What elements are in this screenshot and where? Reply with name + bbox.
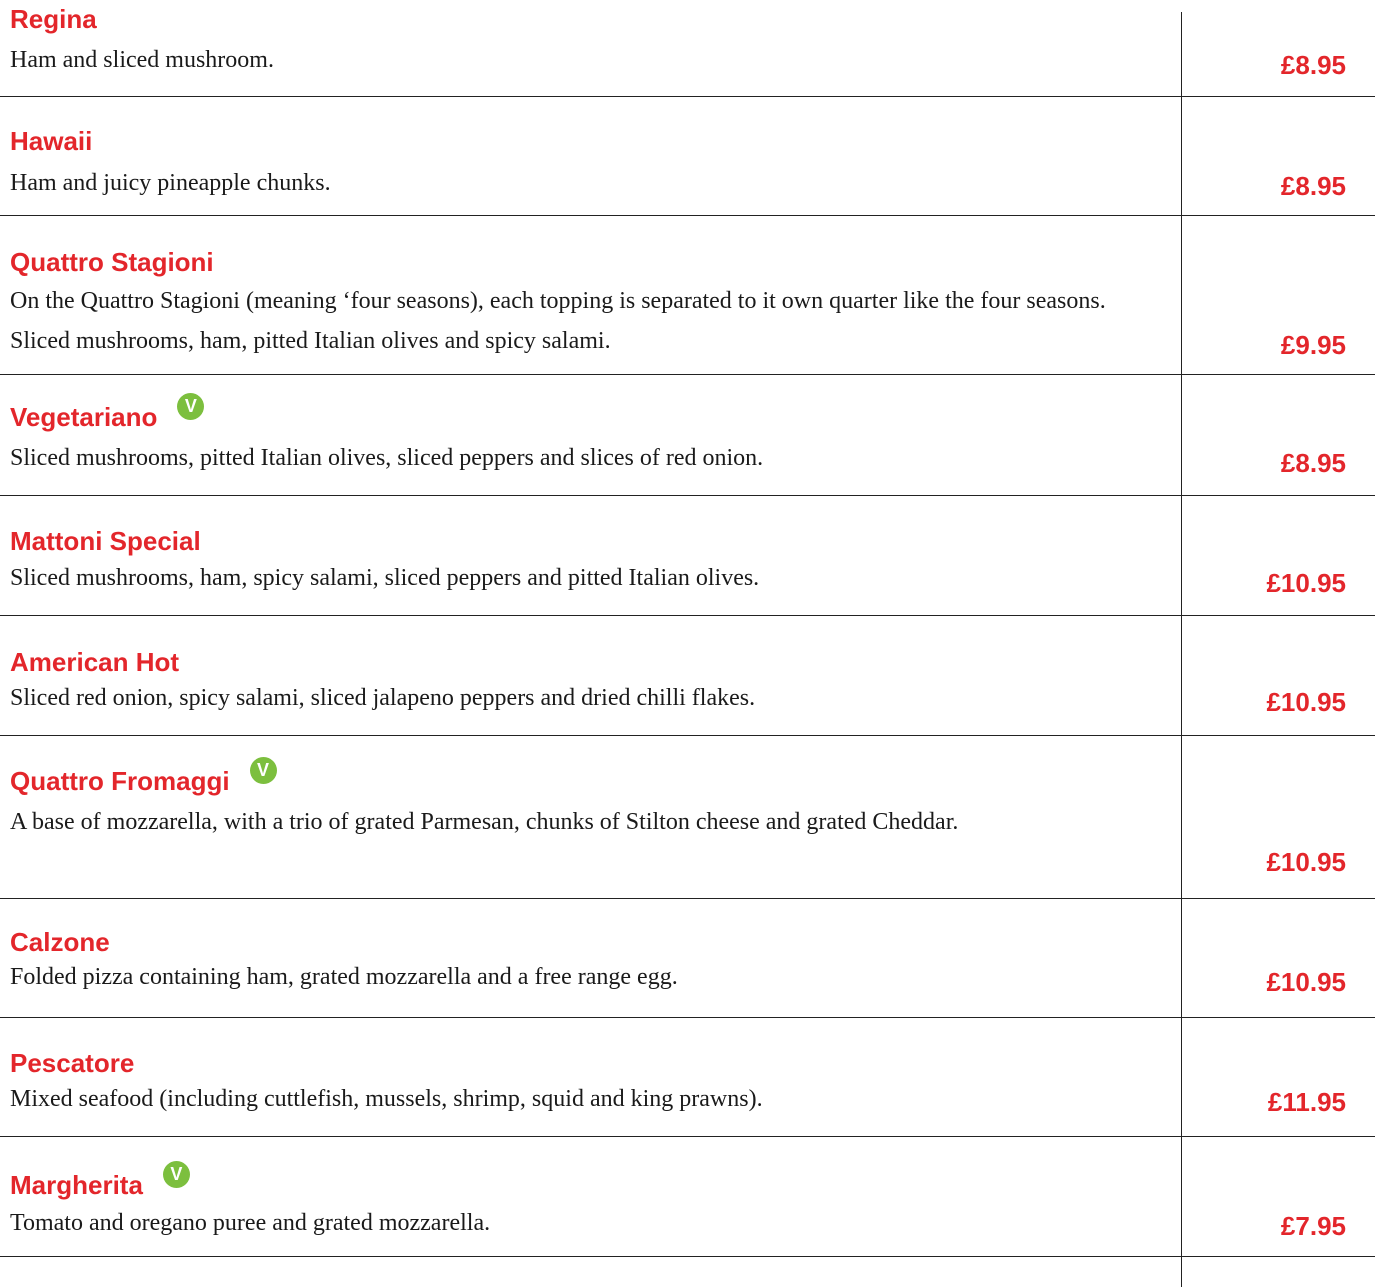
menu-item-name: Hawaii [10,126,93,156]
menu-item-description: On the Quattro Stagioni (meaning ‘four seasons), each topping is separated to it own quarter like the four seasons. Sliced mushrooms, ham, pitted Italian olives and spicy salami. [10,288,1106,354]
menu-item-name: Vegetariano [10,402,158,432]
menu-item-name: Regina [10,4,97,34]
vegetarian-icon: V [163,1161,190,1188]
menu-item-header [10,917,110,957]
menu-item-header [10,116,92,156]
menu-item-header [10,392,204,432]
menu-item [0,495,1375,616]
menu-item [0,1136,1375,1257]
menu-item-description: Sliced mushrooms, pitted Italian olives, sliced peppers and slices of red onion. [10,445,764,471]
menu-item-description: Ham and juicy pineapple chunks. [10,170,331,196]
menu-item-price: £10.95 [1266,967,1346,997]
menu-item [0,0,1375,97]
menu-item-name: American Hot [10,647,180,677]
menu-item [0,96,1375,216]
menu-item-price: £7.95 [1280,1211,1346,1241]
menu-item-price: £8.95 [1280,50,1346,80]
menu-item-description: Tomato and oregano puree and grated mozzarella. [10,1210,491,1236]
menu-item-header [10,1160,190,1200]
menu-item [0,615,1375,736]
menu-item-price: £10.95 [1266,687,1346,717]
menu-item-name: Mattoni Special [10,526,201,556]
menu-item-name: Quattro Fromaggi [10,766,230,796]
vegetarian-icon: V [250,757,277,784]
menu-item-description: Sliced red onion, spicy salami, sliced jalapeno peppers and dried chilli flakes. [10,685,756,711]
menu-item-price: £9.95 [1280,330,1346,360]
menu-item-header [10,1038,134,1078]
menu-item [0,898,1375,1018]
menu-item-price: £10.95 [1266,847,1346,877]
menu-item-name: Quattro Stagioni [10,247,214,277]
menu-item-header [10,637,179,677]
menu-item-price: £8.95 [1280,171,1346,201]
menu-item-header [10,756,277,796]
menu-item-description: Sliced mushrooms, ham, spicy salami, sliced peppers and pitted Italian olives. [10,565,760,591]
menu-item-price: £11.95 [1267,1087,1346,1117]
menu-item [0,374,1375,496]
menu-item-header [10,0,97,34]
menu-item-description: Mixed seafood (including cuttlefish, mussels, shrimp, squid and king prawns). [10,1086,763,1112]
menu-item-header [10,237,214,277]
menu-item-price: £8.95 [1280,448,1346,478]
menu-item-name: Pescatore [10,1048,135,1078]
menu-item [0,735,1375,899]
menu-item-description: A base of mozzarella, with a trio of grated Parmesan, chunks of Stilton cheese and grated Cheddar. [10,809,959,835]
menu-item-name: Margherita [10,1170,143,1200]
menu-item-price: £10.95 [1266,568,1346,598]
vegetarian-icon: V [177,393,204,420]
menu-item-header [10,516,201,556]
menu-item-name: Calzone [10,927,110,957]
menu-item [0,215,1375,375]
menu-item-description: Ham and sliced mushroom. [10,47,274,73]
menu-item [0,1017,1375,1137]
menu-item-description: Folded pizza containing ham, grated mozzarella and a free range egg. [10,964,678,990]
